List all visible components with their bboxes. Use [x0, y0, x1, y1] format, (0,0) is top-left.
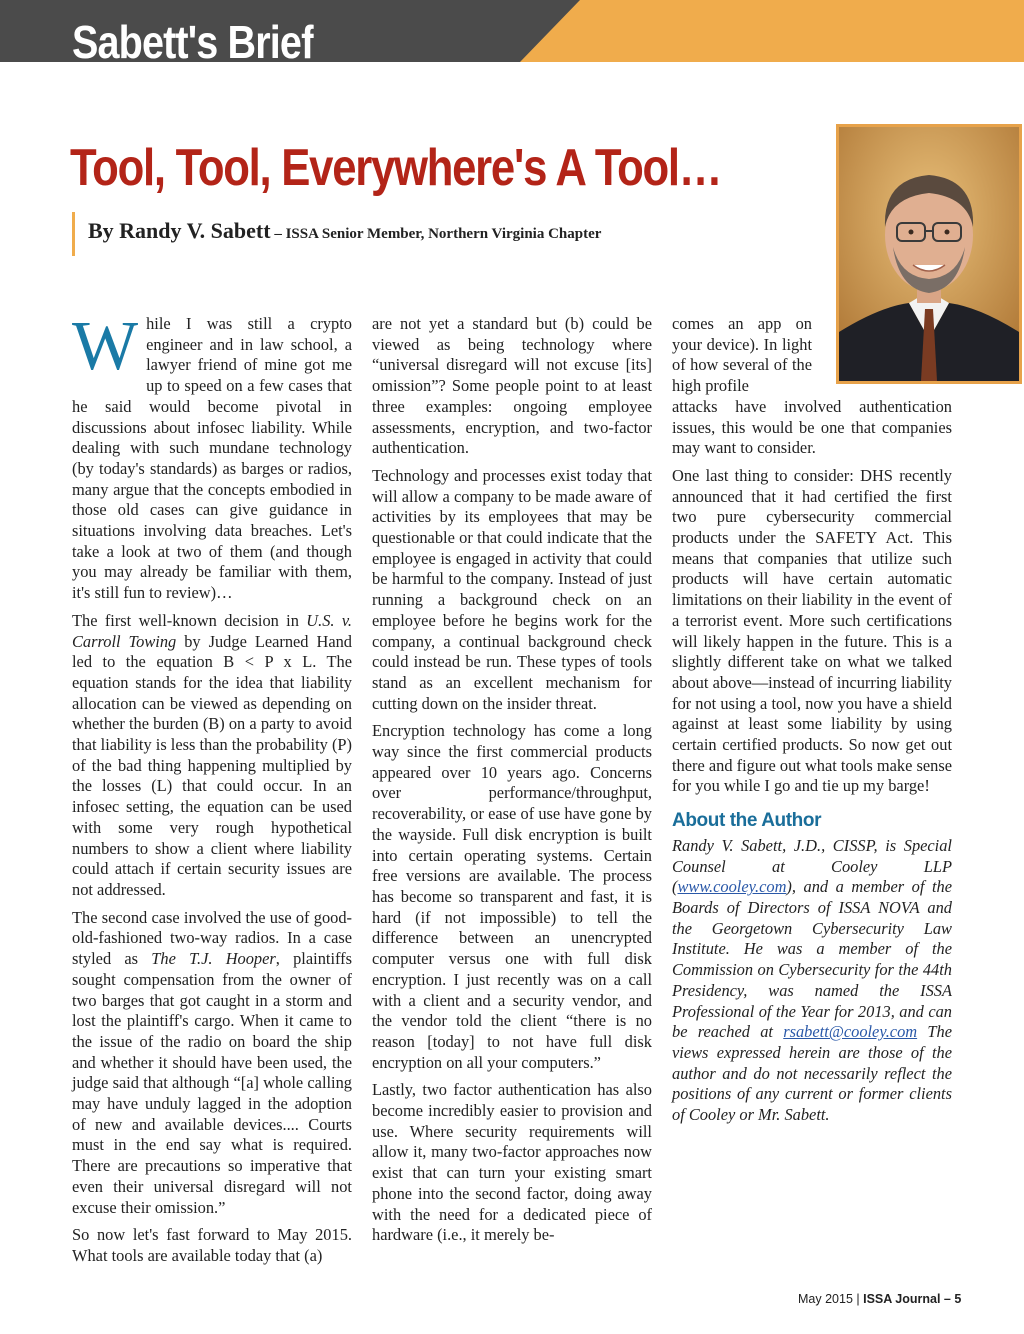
article-title: Tool, Tool, Everywhere's A Tool…	[70, 139, 722, 197]
author-bio	[672, 836, 952, 1126]
case-name: The T.J. Hooper	[151, 949, 276, 969]
column-3	[672, 314, 952, 1133]
byline-name: By Randy V. Sabett	[88, 218, 271, 243]
paragraph-text: attacks have involved authentication issues, this would be one that companies may want to consider.	[672, 396, 952, 458]
header-accent	[520, 0, 1024, 62]
footer-journal: ISSA Journal – 5	[863, 1292, 962, 1306]
paragraph	[72, 611, 352, 901]
about-author-heading: About the Author	[672, 810, 822, 832]
page-footer	[798, 1292, 961, 1306]
bio-text: Randy V. Sabett, J.D., CISSP, is Special Counsel at Cooley LLP (	[672, 835, 952, 897]
bio-text: ), and a member of the Boards of Directors of ISSA NOVA and the Georgetown Cybersecurity Law Institute. He was a member of the Commission on Cybersecurity for the 44th Presidency, was named the ISSA Professional of the Year for 2013, and can be reached at	[672, 877, 952, 1042]
bio-text: The views expressed herein are those of the author and do not necessarily reflect the positions of any current or former clients of Cooley or Mr. Sabett.	[672, 1022, 952, 1125]
paragraph-text: by Judge Learned Hand led to the equation B < P x L. The equation stands for the idea that liability allocation can be viewed as depending on whether the burden (B) on a party to avoid that liability is less than the probability (P) of the bad thing happening multiplied by the losses (L) that could occur. In an infosec setting, the equation can be used with some very rough hypothetical numbers to show a client where liability could attach if certain security issues are not addressed.	[72, 631, 352, 899]
column-2	[372, 314, 652, 1253]
paragraph: are not yet a standard but (b) could be viewed as being technology where “universal disregard will not excuse [its] omission”? Some people point to at least three examples: ongoing employee assessments, encryption, and two-factor authentication.	[372, 314, 652, 458]
paragraph-text: The first well-known decision in	[72, 610, 307, 630]
paragraph	[672, 314, 952, 459]
footer-date: May 2015 |	[798, 1292, 864, 1306]
email-link[interactable]: rsabett@cooley.com	[783, 1022, 918, 1042]
paragraph	[72, 908, 352, 1219]
byline	[88, 218, 601, 244]
paragraph: Technology and processes exist today that will allow a company to be made aware of activities by its employees that may be questionable or that could indicate that the employee is engaged in activity that could be harmful to the company. Instead of just running a background check on an employee before he begins work for the company, a continual background check could instead be run. These types of tools stand as an excellent mechanism for cutting down on the insider threat.	[372, 465, 652, 713]
paragraph: Lastly, two factor authentication has also become incredibly easier to provision and use. Where security requirements will allow it, many two-factor approaches now exist that can turn your existing smart phone into the second factor, doing away with the need for a dedicated piece of hardware (i.e., it merely be-	[372, 1080, 652, 1245]
paragraph: So now let's fast forward to May 2015. What tools are available today that (a)	[72, 1225, 352, 1265]
byline-rule	[72, 212, 75, 256]
paragraph-text: comes an app on your device). In light of how several of the high profile	[672, 314, 812, 396]
paragraph: Encryption technology has come a long way since the first commercial products appeared over 10 years ago. Concerns over performance/throughput, recoverability, or ease of use have gone by the wayside. Full disk encryption is built into certain operating systems. Certain free versions are available. The process has become so transparent and fast, it is hard (if not impossible) to tell the difference between an unencrypted computer versus one with full disk encryption. I just recently was on a call with a client and a security vendor, and the vendor told the client “there is no reason [today] to not have full disk encryption on all your computers.”	[372, 721, 652, 1072]
paragraph-text: , plaintiffs sought compensation from the owner of two barges that got caught in a storm and lost the plaintiff's cargo. When it came to the issue of the radio on board the ship and whether it should have been used, the judge said that although “[a] whole calling may have unduly lagged in the adoption of new and available devices.... Courts must in the end say what is required. There are precautions so imperative that even their universal disregard will not excuse their omission.”	[72, 949, 352, 1217]
column-1	[72, 308, 352, 1274]
paragraph	[72, 308, 352, 604]
section-title: Sabett's Brief	[72, 16, 314, 62]
cooley-link[interactable]: www.cooley.com	[677, 877, 787, 897]
paragraph-text: hile I was still a crypto engineer and in law school, a lawyer friend of mine got me up to speed on a few cases that he said would become pivotal in discussions about infosec liability. While dealing with such mundane technology (by today's standards) as barges or radios, many argue that the concepts embodied in those old cases can give guidance in situations involving data breaches. Let's take a look at two of them (and though you may already be familiar with them, it's still fun to review)…	[72, 314, 352, 603]
paragraph: One last thing to consider: DHS recently announced that it had certified the first two pure cybersecurity commercial products under the SAFETY Act. This means that companies that utilize such products will have certain automatic limitations on their liability in the event of a terrorist event. More such certifications will likely happen in the future. This is a slightly different take on what we talked about above—instead of incurring liability for not using a tool, now you have a shield against at least some liability by using certain certified products. So now get out there and figure out what tools make sense for you while I go and tie up my barge!	[672, 465, 952, 796]
case-name: U.S. v. Carroll Towing	[72, 610, 352, 651]
drop-cap: W	[72, 308, 139, 385]
paragraph-text: The second case involved the use of good-old-fashioned two-way radios. In a case styled as	[72, 907, 352, 969]
byline-affiliation: – ISSA Senior Member, Northern Virginia Chapter	[270, 226, 602, 242]
